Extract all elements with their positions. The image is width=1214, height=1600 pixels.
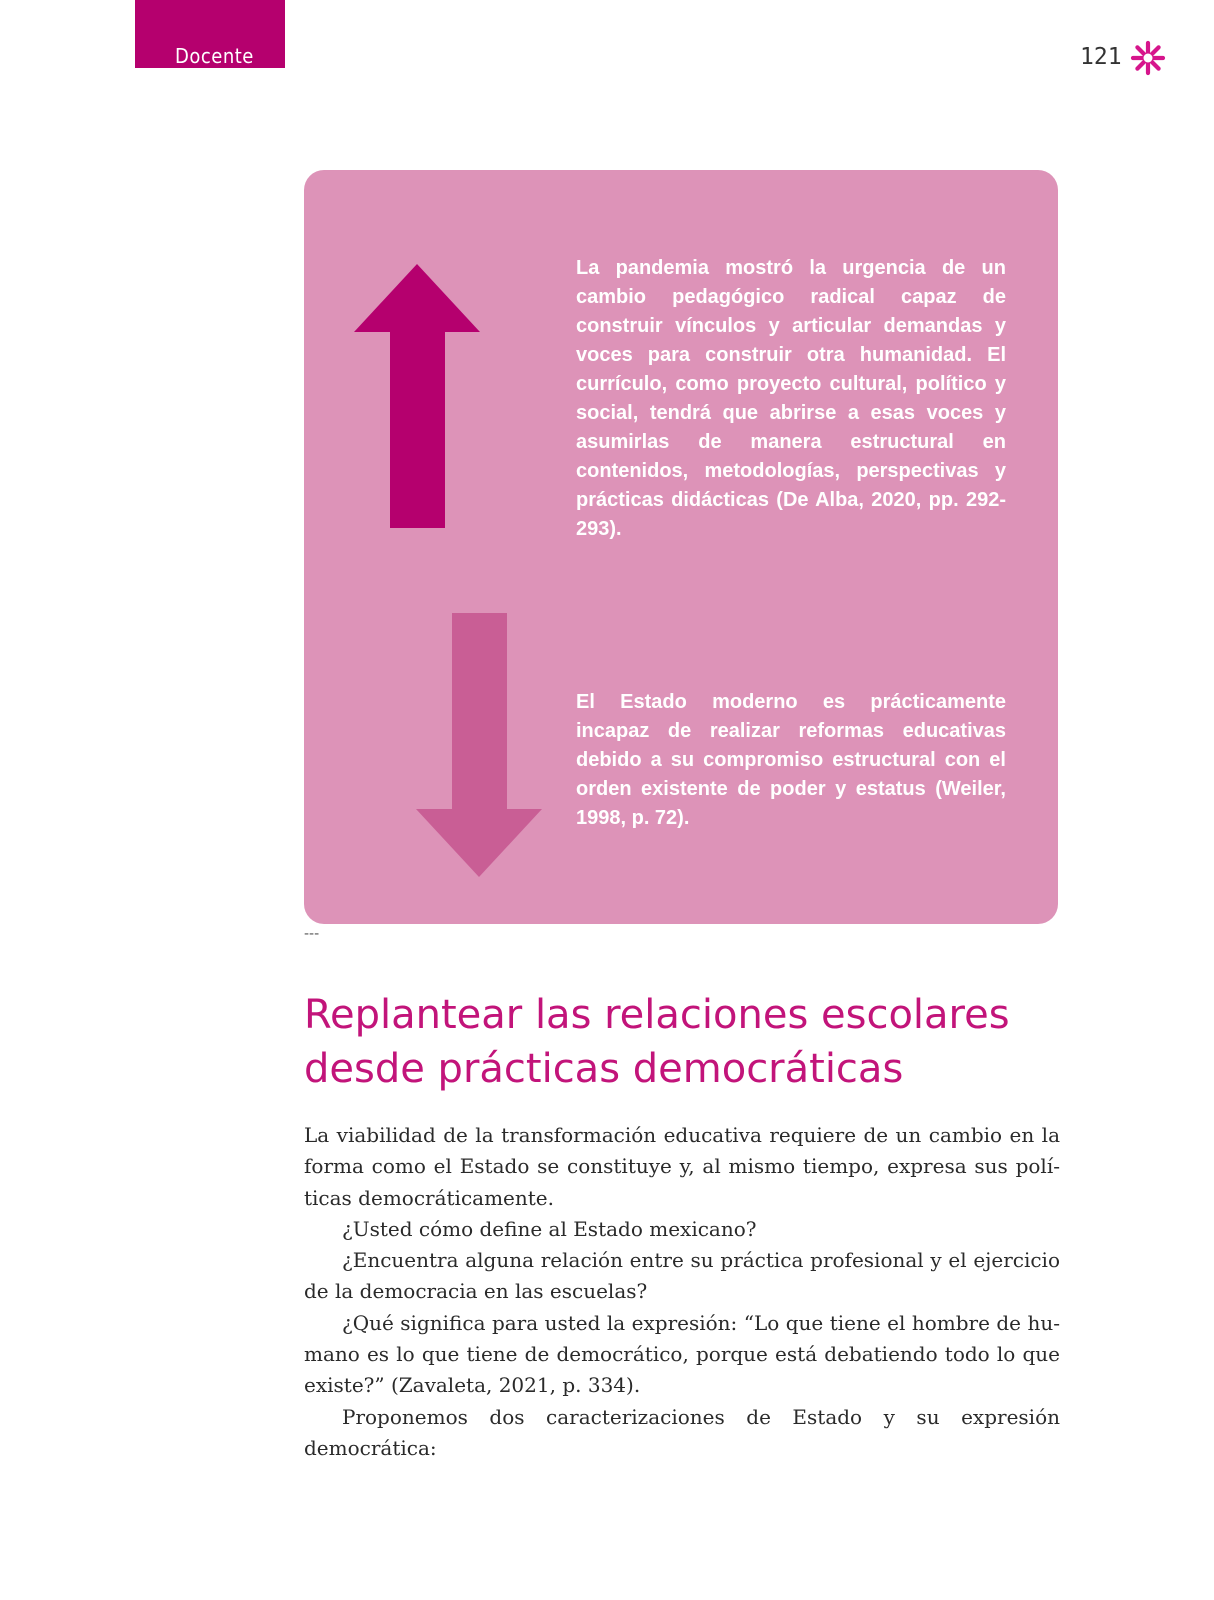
- down-arrow-icon: [416, 613, 542, 877]
- asterisk-icon: [1130, 40, 1166, 76]
- question: ¿Encuentra alguna relación entre su práctica profesional y el ejercicio de la democracia en las escuelas?: [304, 1248, 1060, 1304]
- page-number: 121: [1080, 44, 1122, 70]
- separator-mark: ---: [304, 926, 320, 942]
- header-section-label: Docente: [175, 44, 254, 68]
- quote-de-alba: La pandemia mostró la urgencia de un cambio pedagógico radical capaz de construir vínculos y articular demandas y voces para construir otra humanidad. El currículo, como proyecto cultural, político y social, tendrá que abrirse a esas voces y asumirlas de manera estructural en contenidos, metodologías, perspectivas y prácticas didácticas (De Alba, 2020, pp. 292-293).: [576, 257, 1006, 540]
- body-text: [304, 1120, 1060, 1464]
- header-section-tab: [135, 0, 285, 68]
- quote-weiler: El Estado moderno es prácticamente incapaz de realizar reformas educativas debido a su compromiso estructural con el orden existente de poder y estatus (Weiler, 1998, p. 72).: [576, 691, 1006, 829]
- paragraph: La viabilidad de la transformación educativa requiere de un cambio en la forma como el Estado se constituye y, al mismo tiempo, expresa sus políticas democráticamente.: [304, 1123, 1060, 1210]
- paragraph: Proponemos dos caracterizaciones de Estado y su expresión democrática:: [304, 1404, 1060, 1460]
- question: ¿Usted cómo define al Estado mexicano?: [342, 1216, 757, 1241]
- up-arrow-icon: [354, 264, 480, 528]
- quote-callout-box: [304, 170, 1058, 924]
- section-title: Replantear las relaciones escolares desde prácticas democráticas: [304, 992, 1010, 1092]
- question: ¿Qué significa para usted la expresión: “Lo que tiene el hombre de humano es lo que tiene de democrático, porque está debatiendo todo lo que existe?” (Zavaleta, 2021, p. 334).: [304, 1310, 1060, 1398]
